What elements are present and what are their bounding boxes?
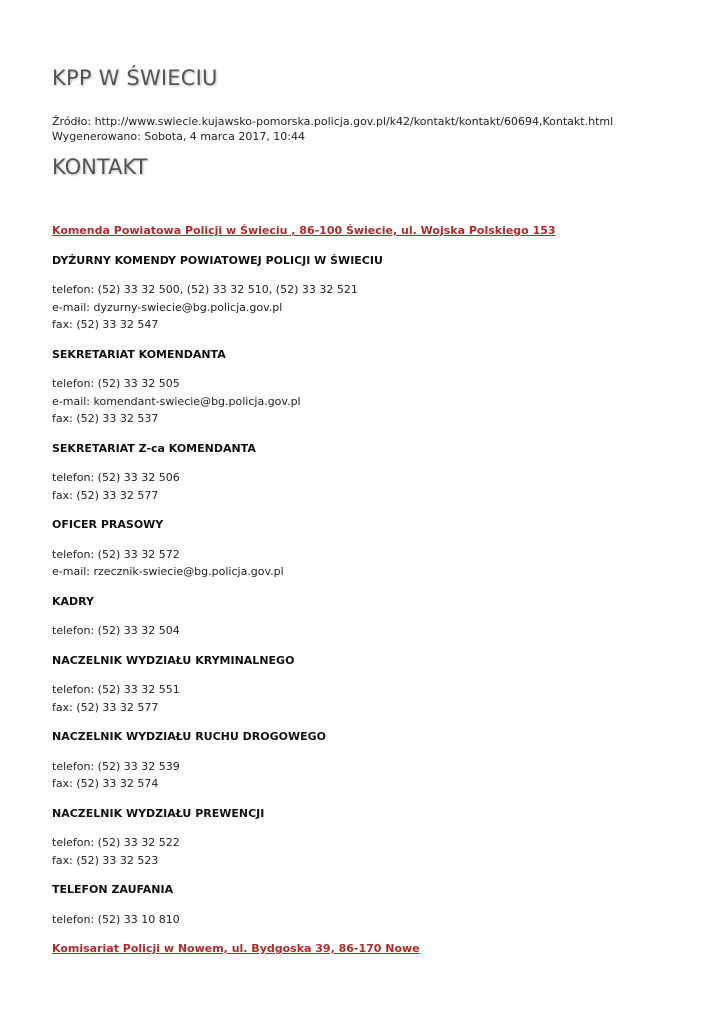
source-line: Źródło: http://www.swiecie.kujawsko-pomorska.policja.gov.pl/k42/kontakt/kontakt/60694,Kontakt.html (52, 115, 614, 128)
dept-heading: OFICER PRASOWY (52, 518, 164, 531)
unit-link-kp-nowe[interactable]: Komisariat Policji w Nowem, ul. Bydgoska 39, 86-170 Nowe (52, 942, 420, 955)
generated-line: Wygenerowano: Sobota, 4 marca 2017, 10:44 (52, 130, 306, 143)
dept-heading: SEKRETARIAT Z-ca KOMENDANTA (52, 441, 256, 455)
fax-line: fax: (52) 33 32 574 (52, 777, 159, 790)
dept-heading: NACZELNIK WYDZIAŁU KRYMINALNEGO (52, 653, 295, 667)
dept-contact-lines (52, 281, 712, 334)
phone-line: telefon: (52) 33 32 506 (52, 471, 180, 484)
dept-contact-lines (52, 681, 712, 716)
phone-line: telefon: (52) 33 32 522 (52, 836, 180, 849)
dept-contact-lines (52, 375, 712, 428)
dept-contact-lines (52, 758, 712, 793)
phone-line: telefon: (52) 33 32 500, (52) 33 32 510, (52) 33 32 521 (52, 283, 358, 296)
dept-contact-lines (52, 911, 712, 929)
phone-line: telefon: (52) 33 32 505 (52, 377, 180, 390)
fax-line: fax: (52) 33 32 537 (52, 412, 159, 425)
dept-heading: SEKRETARIAT KOMENDANTA (52, 347, 226, 361)
dept-heading: NACZELNIK WYDZIAŁU RUCHU DROGOWEGO (52, 730, 326, 743)
dept-heading: KADRY (52, 594, 95, 608)
phone-line: telefon: (52) 33 32 572 (52, 547, 180, 561)
phone-line: telefon: (52) 33 10 810 (52, 912, 180, 926)
fax-line: fax: (52) 33 32 577 (52, 700, 159, 714)
email-line: e-mail: rzecznik-swiecie@bg.policja.gov.pl (52, 565, 284, 578)
email-line: e-mail: dyzurny-swiecie@bg.policja.gov.pl (52, 300, 283, 314)
fax-line: fax: (52) 33 32 577 (52, 488, 159, 502)
email-line: e-mail: komendant-swiecie@bg.policja.gov.pl (52, 394, 301, 408)
site-title: KPP W ŚWIECIU (52, 66, 218, 90)
phone-line: telefon: (52) 33 32 551 (52, 683, 180, 696)
contact-content (52, 222, 712, 970)
unit-link-kpp-swiecie[interactable]: Komenda Powiatowa Policji w Świeciu , 86-100 Świecie, ul. Wojska Polskiego 153 (52, 224, 556, 237)
dept-contact-lines (52, 834, 712, 869)
fax-line: fax: (52) 33 32 523 (52, 853, 159, 867)
document-meta (52, 114, 613, 144)
dept-heading: NACZELNIK WYDZIAŁU PREWENCJI (52, 806, 265, 820)
fax-line: fax: (52) 33 32 547 (52, 318, 159, 331)
dept-heading: DYŻURNY KOMENDY POWIATOWEJ POLICJI W ŚWIECIU (52, 253, 383, 267)
dept-contact-lines (52, 622, 712, 640)
phone-line: telefon: (52) 33 32 504 (52, 624, 180, 637)
dept-heading: TELEFON ZAUFANIA (52, 883, 174, 896)
section-title: KONTAKT (52, 155, 148, 179)
phone-line: telefon: (52) 33 32 539 (52, 759, 180, 773)
dept-contact-lines (52, 469, 712, 504)
dept-contact-lines (52, 546, 712, 581)
